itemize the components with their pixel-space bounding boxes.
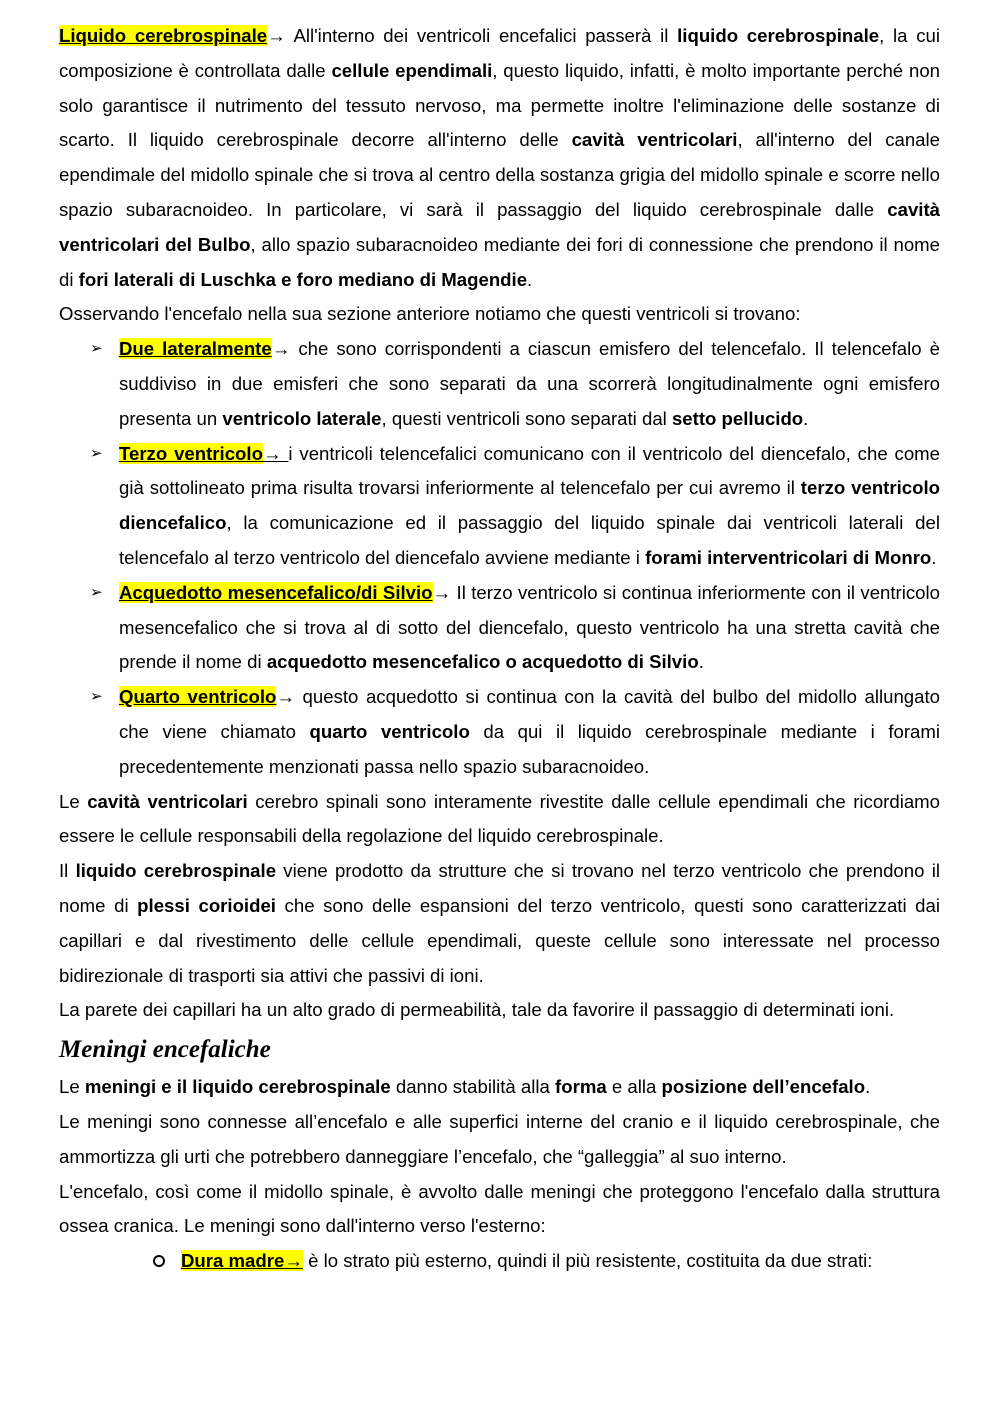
text-run: .	[931, 546, 937, 568]
bold-term: fori laterali di Luschka e foro mediano di Magendie	[78, 268, 528, 290]
bold-term: cellule ependimali	[331, 59, 493, 81]
arrowhead-bullet-icon: ➢	[90, 444, 103, 462]
bold-term: cavità ventricolari del Bulbo	[59, 198, 940, 255]
text-run: , la comunicazione ed il passaggio del liquido spinale dai ventricoli laterali del telencefalo al terzo ventricolo del diencefalo avviene mediante i	[119, 512, 940, 568]
text-run: Le	[59, 790, 88, 812]
paragraph-intro-ventricoli: Osservando l'encefalo nella sua sezione anteriore notiamo che questi ventricoli si trovano:	[59, 303, 801, 325]
highlighted-term	[181, 1250, 303, 1271]
bold-term: posizione dell’encefalo	[661, 1076, 866, 1098]
highlighted-term: Liquido cerebrospinale	[59, 25, 268, 46]
arrow: →	[284, 1250, 303, 1272]
text-run: è lo strato più esterno, quindi il più resistente, costituita da due strati:	[302, 1250, 873, 1272]
bold-term: terzo ventricolo diencefalico	[119, 477, 940, 534]
bold-term: meningi e il liquido cerebrospinale	[84, 1076, 391, 1098]
text-run: .	[803, 407, 809, 429]
text-run: , all'interno del canale ependimale del midollo spinale che si trova al centro della sostanza grigia del midollo spinale e scorre nello spazio subaracnoideo. In particolare, vi sarà il passaggio del liquido cerebrospinale dalle	[59, 129, 940, 220]
text-run: questo acquedotto si continua con la cavità del bulbo del midollo allungato che viene chiamato	[119, 686, 940, 742]
paragraph-meningi-connesse: Le meningi sono connesse all’encefalo e alle superfici interne del cranio e il liquido cerebrospinale, che ammortizza gli urti che potrebbero danneggiare l’encefalo, che “galleggia” al suo interno.	[59, 1110, 940, 1167]
bold-term: forma	[555, 1076, 607, 1098]
highlighted-term: Acquedotto mesencefalico/di Silvio	[119, 581, 433, 603]
paragraph-meningi-stabilita	[59, 1070, 940, 1105]
text-run: che sono corrispondenti a ciascun emisfero del telencefalo. Il telencefalo è suddiviso in due emisferi che sono separati da una scorrerà longitudinalmente ogni emisfero presenta un	[119, 338, 940, 429]
document-page	[59, 19, 940, 1279]
text-run: Il terzo ventricolo si continua inferiormente con il ventricolo mesencefalico che si trova al di sotto del diencefalo, questo ventricolo ha una stretta cavità che prende il nome di	[119, 581, 940, 673]
list-item-acquedotto	[59, 576, 940, 680]
arrow: →	[267, 25, 286, 46]
text-run: , allo spazio subaracnoideo mediante dei fori di connessione che prendono il nome di	[59, 233, 940, 290]
list-item-terzo-ventricolo	[59, 437, 940, 576]
text-run: All'interno dei ventricoli encefalici passerà il	[285, 25, 678, 46]
highlighted-term: Quarto ventricolo	[119, 686, 277, 708]
arrow: →	[432, 581, 452, 603]
bold-term: liquido cerebrospinale	[75, 860, 277, 882]
text-run: .	[527, 268, 533, 290]
paragraph-plessi-corioidei	[59, 854, 940, 993]
text-run: cerebro spinali sono interamente rivestite dalle cellule ependimali che ricordiamo essere le cellule responsabili della regolazione del liquido cerebrospinale.	[59, 790, 940, 847]
ventricoli-list	[59, 332, 940, 784]
paragraph-liquido-cerebrospinale	[59, 19, 940, 297]
list-item-due-lateralmente	[59, 332, 940, 436]
paragraph-parete-capillari: La parete dei capillari ha un alto grado di permeabilità, tale da favorire il passaggio di determinati ioni.	[59, 999, 895, 1021]
text-run: .	[698, 651, 704, 673]
text-run: Le	[59, 1076, 85, 1098]
bold-term: acquedotto mesencefalico o acquedotto di Silvio	[266, 651, 699, 673]
arrowhead-bullet-icon: ➢	[90, 688, 103, 706]
text-run: da qui il liquido cerebrospinale mediante i forami precedentemente menzionati passa nello spazio subaracnoideo.	[119, 720, 941, 777]
text-run: viene prodotto da strutture che si trovano nel terzo ventricolo che prendono il nome di	[59, 860, 940, 916]
bold-term: quarto ventricolo	[309, 720, 470, 742]
bold-term: forami interventricolari di Monro	[645, 546, 932, 568]
bold-term: setto pellucido	[671, 407, 804, 429]
term-text: Dura madre	[181, 1250, 285, 1272]
section-title: Meningi encefaliche	[59, 1036, 271, 1064]
meningi-list	[59, 1244, 940, 1279]
bold-term: cavità ventricolari	[87, 790, 248, 812]
paragraph-cavita-ventricolari	[59, 785, 940, 855]
text-run: Il	[59, 860, 76, 882]
bold-term: ventricolo laterale	[222, 407, 382, 429]
text-run: .	[865, 1076, 871, 1098]
paragraph-encefalo-avvolto: L'encefalo, così come il midollo spinale, è avvolto dalle meningi che proteggono l'encefalo dalla struttura ossea cranica. Le meningi sono dall'interno verso l'esterno:	[59, 1180, 940, 1237]
text-run: i ventricoli telencefalici comunicano con il ventricolo del diencefalo, che come già sottolineato prima risulta trovarsi inferiormente al telencefalo per cui avremo il	[119, 442, 940, 499]
arrow: →	[276, 686, 295, 708]
text-run: , questi ventricoli sono separati dal	[381, 407, 672, 429]
text-run: e alla	[606, 1076, 662, 1098]
bold-term: cavità ventricolari	[571, 129, 738, 151]
list-item-quarto-ventricolo	[59, 680, 940, 784]
text-run: , la cui composizione è controllata dalle	[59, 25, 940, 81]
text-run: danno stabilità alla	[390, 1076, 556, 1098]
arrowhead-bullet-icon: ➢	[90, 583, 103, 601]
arrow: →	[271, 338, 291, 360]
bold-term: plessi corioidei	[137, 894, 276, 916]
circle-bullet-icon	[153, 1255, 165, 1267]
text-run: , questo liquido, infatti, è molto importante perché non solo garantisce il nutrimento del tessuto nervoso, ma permette inoltre l'eliminazione delle sostanze di scarto. Il liquido cerebrospinale decorre all'interno delle	[59, 59, 941, 151]
text-run: che sono delle espansioni del terzo ventricolo, questi sono caratterizzati dai capillari e dal rivestimento delle cellule ependimali, queste cellule sono interessate nel processo bidirezionale di trasporti sia attivi che passivi di ioni.	[59, 894, 940, 986]
list-item-dura-madre	[59, 1244, 940, 1279]
highlighted-term: Due lateralmente	[119, 338, 272, 360]
bold-term: liquido cerebrospinale	[677, 25, 880, 46]
arrowhead-bullet-icon: ➢	[90, 340, 103, 358]
highlighted-term: Terzo ventricolo	[119, 442, 263, 464]
arrow: →	[262, 442, 289, 464]
